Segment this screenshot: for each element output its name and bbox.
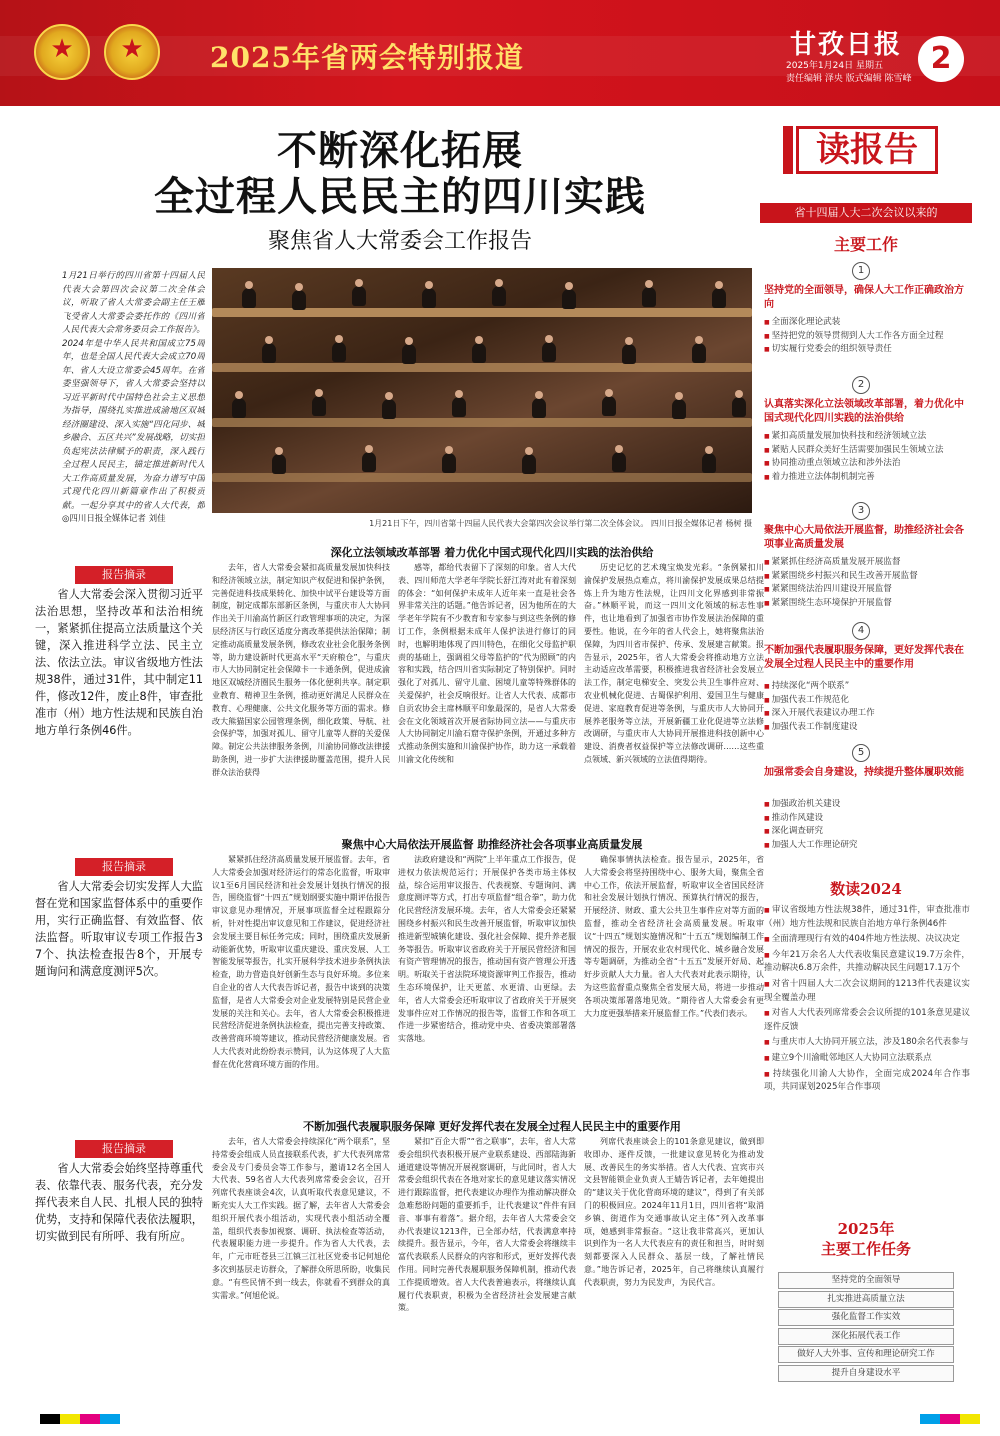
intro-text: 1月21日举行的四川省第十四届人民代表大会第四次会议第二次全体会议，听取了省人大常委会副主任王雁飞受省人大常委会委托作的《四川省人民代表大会常务委员会工作报告》。2024年是中华人民共和国成立75周年，也是全国人民代表大会成立70周年、省人大设立常委会45周年。在省委坚强领导下，省人大常委会坚持以习近平新时代中国特色社会主义思想为指导，围绕扎实推进成渝地区双城经济圈建设、深入实施“四化同步、城乡融合、五区共兴”发展战略，切实担负起宪法法律赋予的职责，深入践行全过程人民民主，锚定推进新时代人大工作高质量发展，为奋力谱写中国式现代化四川新篇章作出了积极贡献。一起分享其中的省人大代表，都: [62, 271, 205, 510]
stat-item: ■ 审议省级地方性法规38件，通过31件，审查批准市（州）地方性法规和民族自治地方单行条例46件: [764, 904, 970, 931]
point-items: [764, 556, 970, 610]
stat-item: ■ 持续强化川渝人大协作，全面完成2024年合作事项，共同谋划2025年合作事项: [764, 1068, 970, 1095]
summary-text: 省人大常委会深入贯彻习近平法治思想，坚持改革和法治相统一，紧紧抓住提高立法质量这个关键，深入推进科学立法、民主立法、依法立法。审议省级地方性法规38件，通过31件，其中制定11件，修改12件，废止8件，审查批准市（州）地方性法规和民族自治地方单行条例46件。: [35, 588, 203, 737]
national-emblem-icon: [34, 24, 90, 80]
point-item: ■ 全面深化理论武装: [764, 316, 970, 330]
point-title: 聚焦中心大局依法开展监督，助推经济社会各项事业高质量发展: [764, 525, 964, 550]
photo-caption: 1月21日下午，四川省第十四届人民代表大会第四次会议举行第二次全体会议。 四川日报全媒体记者 杨树 摄: [369, 519, 752, 528]
point-items: [764, 680, 970, 734]
task-item: 提升自身建设水平: [778, 1365, 954, 1382]
stat-item: ■ 全面清理现行有效的404件地方性法规、决议决定: [764, 933, 970, 947]
read-report-tag: 读报告: [796, 126, 938, 174]
tasks-heading: 主要工作任务: [820, 1240, 911, 1258]
point-title: 加强常委会自身建设，持续提升整体履职效能: [764, 767, 964, 778]
task-item: 做好人大外事、宣传和理论研究工作: [778, 1346, 954, 1363]
point-item: ■ 紧紧围绕法治四川建设开展监督: [764, 583, 970, 597]
point-item: ■ 加强代表工作制度建设: [764, 721, 970, 735]
point-items: [764, 430, 970, 484]
summary-head: 报告摘录: [75, 566, 173, 584]
issue-date: 2025年1月24日 星期五: [786, 61, 883, 71]
task-item: 坚持党的全面领导: [778, 1272, 954, 1289]
stat-item: ■ 对省人大代表列席常委会会议所提的101条意见建议逐件反馈: [764, 1007, 970, 1034]
point-title: 不断加强代表履职服务保障，更好发挥代表在发展全过程人民民主中的重要作用: [764, 645, 964, 670]
cppcc-emblem-icon: [104, 24, 160, 80]
point-item: ■ 加强人大工作理论研究: [764, 839, 970, 853]
headline-line-2: 全过程人民民主的四川实践: [154, 173, 646, 220]
sidebar-band: 省十四届人大二次会议以来的: [760, 203, 972, 223]
section-heading-3: 不断加强代表履职服务保障 更好发挥代表在发展全过程人民民主中的重要作用: [303, 1120, 681, 1133]
summary-box-1: [35, 566, 203, 739]
article-column: 历史记忆的艺术瑰宝焕发光彩。“条例紧扣川渝保护发展热点难点，将川渝保护发展成果总结提炼上升为地方性法规，让四川文化界感到非常振奋。”林顺平说，而这一四川文化领域的标志性事件，也让地看到了加强省市协作发展法治保障的重要性。他说，在今年的省人代会上，她将聚焦法治保障，为四川省市保护、传承、发展建言献策。报告显示，2025年，省人大常委会将推动地方立法主动适应改革需要，积极推进我省经济社会发展立法工作，制定电梯安全、突发公共卫生事件应对、农业机械化促进、古蜀保护利用、爱国卫生与健康促进、家庭教育促进等条例，与重庆市人大协同开展养老服务等立法，开展新疆工业化促进等立法修改调研，与重庆市人大协同开展推进科技创新中心建设、消费者权益保护等立法修改调研……这些重点领域、新兴领域的立法值得期待。: [584, 563, 764, 764]
stats-heading: 数读2024: [830, 880, 902, 898]
point-number: 1: [852, 262, 870, 280]
point-item: ■ 深入开展代表建议办理工作: [764, 707, 970, 721]
article-column: 紧扣“百企大帮”“省之联事”，去年，省人大常委会组织代表积极开展产业联系建设、西部陆海新通道建设等情况开展视察调研，与此同时，省人大常委会组织代表在各地对家长的意见建议落实情况进行跟踪监督，把代表建议办理作为推动解决群众急难愁盼问题的重要抓手，让代表建议“件件有回音、事事有着落”。据介绍，去年省人大常委会交办代表建议1213件，已全部办结，代表满意率持续提升。报告显示，今年，省人大常委会将继续丰富代表联系人民群众的内容和形式，更好发挥代表作用。同时完善代表履职服务保障机制，推动代表工作提质增效。省人大代表普遍表示，将继续认真履行代表职责，积极为全省经济社会发展建言献策。: [398, 1137, 576, 1313]
point-item: ■ 深化调查研究: [764, 825, 970, 839]
editor-credit: 责任编辑 泽央 版式编辑 陈雪峰: [786, 74, 912, 84]
summary-head: 报告摘录: [75, 858, 173, 876]
meeting-photo: [212, 268, 752, 513]
point-number: 2: [852, 376, 870, 394]
section-title: 2025年省两会特别报道: [210, 41, 524, 74]
point-item: ■ 紧紧抓住经济高质量发展开展监督: [764, 556, 970, 570]
point-title: 坚持党的全面领导，确保人大工作正确政治方向: [764, 285, 964, 310]
point-item: ■ 加强政治机关建设: [764, 798, 970, 812]
headline-line-1: 不断深化拓展: [277, 127, 523, 174]
print-color-bar: [0, 1414, 1000, 1424]
report-sidebar: [760, 120, 972, 1410]
article-column: 去年，省人大常委会持续深化“两个联系”，坚持常委会组成人员直接联系代表，扩大代表列席常委会及专门委员会等工作参与，邀请12名全国人大代表、59名省人大代表列席常委会会议，召开列席代表座谈会4次，认真听取代表意见建议，不断充实人大工作实践。据了解，去年省人大常委会组织开展代表小组活动，实现代表小组活动全覆盖，组织代表参加视察、调研、执法检查等活动，代表履职能力进一步提升。作为省人大代表，去年，广元市旺苍县三江镇三江社区党委书记何旭伦多次到基层走访群众，了解群众所思所盼，收集民意。“有些民情不到一线去，你就看不到群众的真实需求。”何旭伦说。: [212, 1137, 390, 1300]
article-column: 去年，省人大常委会紧扣高质量发展加快科技和经济领域立法，制定知识产权促进和保护条例，完善促进科技成果转化、加快中试平台建设等方面制度，制定成都东部新区条例，与重庆市人大协同作出关于川渝高竹新区行政管理事项的决定，为深层经济区与行政区适度分离改革提供法治保障；制定推动高质量发展条例，修改农业社会化服务条例等，助力建设新时代更高水平“天府粮仓”，与重庆市人大协同制定社会保障卡一卡通条例，促进成渝地区双城经济圈民生服务一体化便利共享。制定职业教育、精神卫生条例，推动更好满足人民群众在教育、心理健康、公共文化服务等方面的需求。修改大熊猫国家公园管理条例，细化政策、导航、社会保护等，加强对孤儿、留守儿童等人群的关爱保障。制定公共法律服务条例，川渝协同修改法律援助条例，进一步扩大法律援助覆盖范围，提升人民群众法治获得: [212, 563, 390, 777]
point-item: ■ 紧紧围绕生态环境保护开展监督: [764, 597, 970, 611]
stat-item: ■ 今年21万余名人大代表收集民意建议19.7万余件，推动解决6.8万余件，共推动解决民生问题17.1万个: [764, 949, 970, 976]
page-header: [0, 0, 1000, 106]
section-heading-2: 聚焦中心大局依法开展监督 助推经济社会各项事业高质量发展: [341, 838, 643, 851]
tasks-heading-year: 2025年: [837, 1220, 895, 1238]
point-number: 5: [852, 744, 870, 762]
stats-list: [764, 904, 970, 1097]
stat-item: ■ 与重庆市人大协同开展立法，涉及180余名代表参与: [764, 1036, 970, 1050]
point-number: 4: [852, 622, 870, 640]
point-item: ■ 推动作风建设: [764, 812, 970, 826]
main-work-heading: 主要工作: [833, 235, 898, 254]
newspaper-logo: 甘孜日报: [790, 30, 903, 60]
point-item: ■ 坚持把党的领导贯彻到人大工作各方面全过程: [764, 330, 970, 344]
point-title: 认真落实深化立法领域改革部署，着力优化中国式现代化四川实践的法治供给: [764, 399, 964, 424]
summary-head: 报告摘录: [75, 1140, 173, 1158]
article-column: 法政府建设和“两院”上半年重点工作报告，促进权力依法规范运行；开展保护各类市场主体权益，综合运用审议报告、代表视察、专题询问、满意度测评等方式，打出专项监督“组合拳”，助力优化民营经济发展环境。去年，省人大常委会还紧紧围绕乡村振兴和民生改善开展监督，听取审议加快推进新型城镇化建设、强化社会保障、提升养老服务等报告。听取审议省政府关于开展民营经济和国有资产管理情况的报告，推动国有资产管理公开透明。听取关于省法院环境资源审判工作报告，推动生态环境保护，让天更蓝、水更清、山更绿。去年，省人大常委会还听取审议了省政府关于开展突发事件应对工作情况的报告等，监督工作和各项工作进一步紧密结合，推动党中央、省委决策部署落实落地。: [398, 855, 576, 1044]
point-item: ■ 紧紧围绕乡村振兴和民生改善开展监督: [764, 570, 970, 584]
point-item: ■ 持续深化“两个联系”: [764, 680, 970, 694]
headline: [60, 128, 740, 220]
subheadline: 聚焦省人大常委会工作报告: [267, 229, 532, 254]
point-number: 3: [852, 502, 870, 520]
summary-box-2: [35, 858, 203, 980]
section-heading-1: 深化立法领域改革部署 着力优化中国式现代化四川实践的法治供给: [330, 546, 654, 559]
point-item: ■ 紧贴人民群众美好生活需要加强民生领域立法: [764, 444, 970, 458]
point-item: ■ 加强代表工作规范化: [764, 694, 970, 708]
stat-item: ■ 对省十四届人大二次会议期间的1213件代表建议实现全覆盖办理: [764, 978, 970, 1005]
reporter-credit: ◎四川日报全媒体记者 刘佳: [62, 514, 166, 524]
stat-item: ■ 建立9个川渝毗邻地区人大协同立法联系点: [764, 1052, 970, 1066]
article-column: 列席代表座谈会上的101条意见建议，做到即收即办、逐件反馈，一批建议意见转化为推动发展、改善民生的务实举措。省人大代表、宜宾市兴文县智能锁企业负责人王婧告诉记者，去年她提出的“建议关于优化营商环境的建议”，得到了有关部门的积极回应。2024年11月1日，四川省将“取消乡镇、街道作为交通事故认定主体”列入改革事项，她感到非常振奋。“这让我非常高兴，更加认识到作为一名人大代表应有的责任和担当，时时刻刻都要深入人民群众、基层一线，了解社情民意。”地告诉记者，2025年，自己将继续认真履行代表职责，努力为民发声，为民代言。: [584, 1137, 764, 1287]
article-column: 确保事情执法检查。报告显示，2025年，省人大常委会将坚持围绕中心、服务大局，聚焦全省中心工作，依法开展监督，听取审议全省国民经济和社会发展计划执行情况、预算执行情况的报告，开展经济、财政、重大公共卫生事件应对等方面的监督，推动全省经济社会高质量发展。听取审议“十四五”规划实施情况和“十五五”规划编制工作情况的报告，开展农业农村现代化、城乡融合发展等专题调研，为推动全省“十五五”发展开好局、起好步贡献人大力量。省人大代表对此表示期待，认为这些监督重点聚焦全省发展大局，将进一步推动各项决策部署落地见效。“期待省人大常委会有更大力度更强举措来开展监督工作。”代表们表示。: [584, 855, 764, 1018]
summary-box-3: [35, 1140, 203, 1245]
page-number: 2: [918, 36, 964, 82]
point-items: [764, 798, 970, 852]
summary-text: 省人大常委会始终坚持尊重代表、依靠代表、服务代表，充分发挥代表来自人民、扎根人民的独特优势，支持和保障代表依法履职，切实做到民有所呼、我有所应。: [35, 1162, 203, 1243]
article-column: 紧紧抓住经济高质量发展开展监督。去年，省人大常委会加强对经济运行的常态化监督，听取审议1至6月国民经济和社会发展计划执行情况的报告，围绕监督“十四五”规划纲要实施中期评估报告审议意见办理情况，开展事项监督全过程跟踪分析，针对性提出审议意见和工作建议，促进经济社会发展主要目标任务完成；同时，围绕重庆发展新动能新优势，听取审议重庆建设、重庆发展、人工智能发展等报告，扎实开展科学技术进步条例执法检查，助力营造良好创新生态与良好环境。多位来自企业的省人大代表告诉记者，报告中谈到的决策监督，是省人大常委会对企业发展特别是民营企业发展的关注和关心。去年，省人大常委会积极推进民营经济促进条例执法检查，提出完善支持政策、改善营商环境等建议，推动民营经济健康发展。省人大代表对此纷纷表示赞同，认为这体现了人大监督在优化营商环境方面的作用。: [212, 855, 390, 1069]
point-items: [764, 316, 970, 357]
task-item: 强化监督工作实效: [778, 1309, 954, 1326]
article-column: 感等，都给代表留下了深刻的印象。省人大代表、四川师范大学老年学院长舒江涛对此有着深刻的体会：“如何保护未成年人近年来一直是社会各界非常关注的话题。”他告诉记者，因为他所在的大学老年学院有不少教育和专家参与到这些条例的修订工作，条例根据未成年人保护法进行修订的同时，也解明地体现了四川特色，在细化父母监护职责的基础上，强调祖父母等监护的“代为照顾”的内容和实践，结合四川省实际制定了特别保护。同时强化了对孤儿、留守儿童、困境儿童等特殊群体的关爱保护，社会反响很好。让省人大代表、成都市自贡农协会主席林顺平印象最深的，是省人大常委会在文化领域首次开展省际协同立法——与重庆市人大协同制定川渝石窟寺保护条例，开通过多种方式推动条例实施和川渝保护协作，助力这一承载着川渝文化传统和: [398, 563, 576, 764]
summary-text: 省人大常委会切实发挥人大监督在党和国家监督体系中的重要作用，实行正确监督、有效监督、依法监督。听取审议专项工作报告37个、执法检查报告8个，开展专题询问和满意度测评5次。: [35, 880, 203, 978]
point-item: ■ 紧扣高质量发展加快科技和经济领域立法: [764, 430, 970, 444]
point-item: ■ 着力推进立法体制机制完善: [764, 471, 970, 485]
point-item: ■ 协同推动重点领域立法和涉外法治: [764, 457, 970, 471]
task-item: 深化拓展代表工作: [778, 1328, 954, 1345]
point-item: ■ 切实履行党委会的组织领导责任: [764, 343, 970, 357]
task-item: 扎实推进高质量立法: [778, 1291, 954, 1308]
tasks-list: [778, 1272, 954, 1384]
